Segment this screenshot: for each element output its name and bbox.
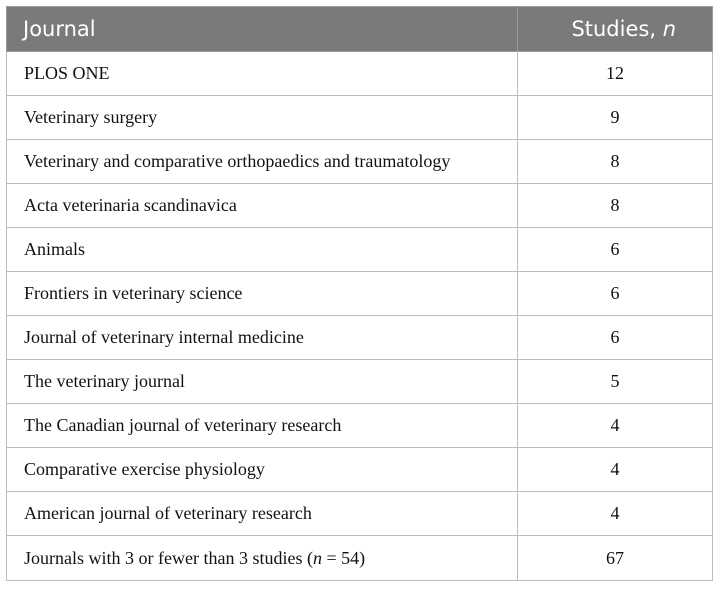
table-row (7, 404, 713, 448)
table-row-summary (7, 536, 713, 581)
studies-column-header (518, 7, 713, 52)
journal-column-header: Journal (7, 7, 518, 52)
journal-cell: Animals (7, 228, 518, 272)
journal-table-container (6, 6, 712, 581)
studies-cell: 8 (518, 184, 713, 228)
table-row (7, 140, 713, 184)
studies-header-n: n (662, 17, 676, 41)
journal-cell: PLOS ONE (7, 52, 518, 96)
table-row (7, 316, 713, 360)
table-row (7, 272, 713, 316)
journal-studies-table (6, 6, 713, 581)
table-row (7, 184, 713, 228)
studies-cell: 6 (518, 228, 713, 272)
studies-cell: 4 (518, 448, 713, 492)
studies-cell: 4 (518, 404, 713, 448)
studies-cell: 8 (518, 140, 713, 184)
journal-cell: Veterinary and comparative orthopaedics and traumatology (7, 140, 518, 184)
summary-prefix: Journals with 3 or fewer than 3 studies ( (24, 547, 313, 568)
table-row (7, 448, 713, 492)
studies-header-label: Studies, (571, 17, 663, 41)
table-row (7, 52, 713, 96)
table-header (7, 7, 713, 52)
journal-cell-summary (7, 536, 518, 581)
table-body (7, 52, 713, 581)
journal-cell: American journal of veterinary research (7, 492, 518, 536)
studies-cell: 5 (518, 360, 713, 404)
studies-cell: 4 (518, 492, 713, 536)
journal-cell: Comparative exercise physiology (7, 448, 518, 492)
table-row (7, 360, 713, 404)
header-row (7, 7, 713, 52)
journal-cell: Acta veterinaria scandinavica (7, 184, 518, 228)
studies-cell: 12 (518, 52, 713, 96)
studies-cell-summary: 67 (518, 536, 713, 581)
journal-cell: Frontiers in veterinary science (7, 272, 518, 316)
table-row (7, 228, 713, 272)
summary-suffix: = 54) (321, 547, 366, 568)
summary-n-variable: n (312, 547, 322, 568)
journal-cell: Journal of veterinary internal medicine (7, 316, 518, 360)
studies-cell: 6 (518, 316, 713, 360)
journal-cell: Veterinary surgery (7, 96, 518, 140)
studies-cell: 9 (518, 96, 713, 140)
table-row (7, 492, 713, 536)
table-row (7, 96, 713, 140)
journal-cell: The Canadian journal of veterinary research (7, 404, 518, 448)
journal-cell: The veterinary journal (7, 360, 518, 404)
studies-cell: 6 (518, 272, 713, 316)
